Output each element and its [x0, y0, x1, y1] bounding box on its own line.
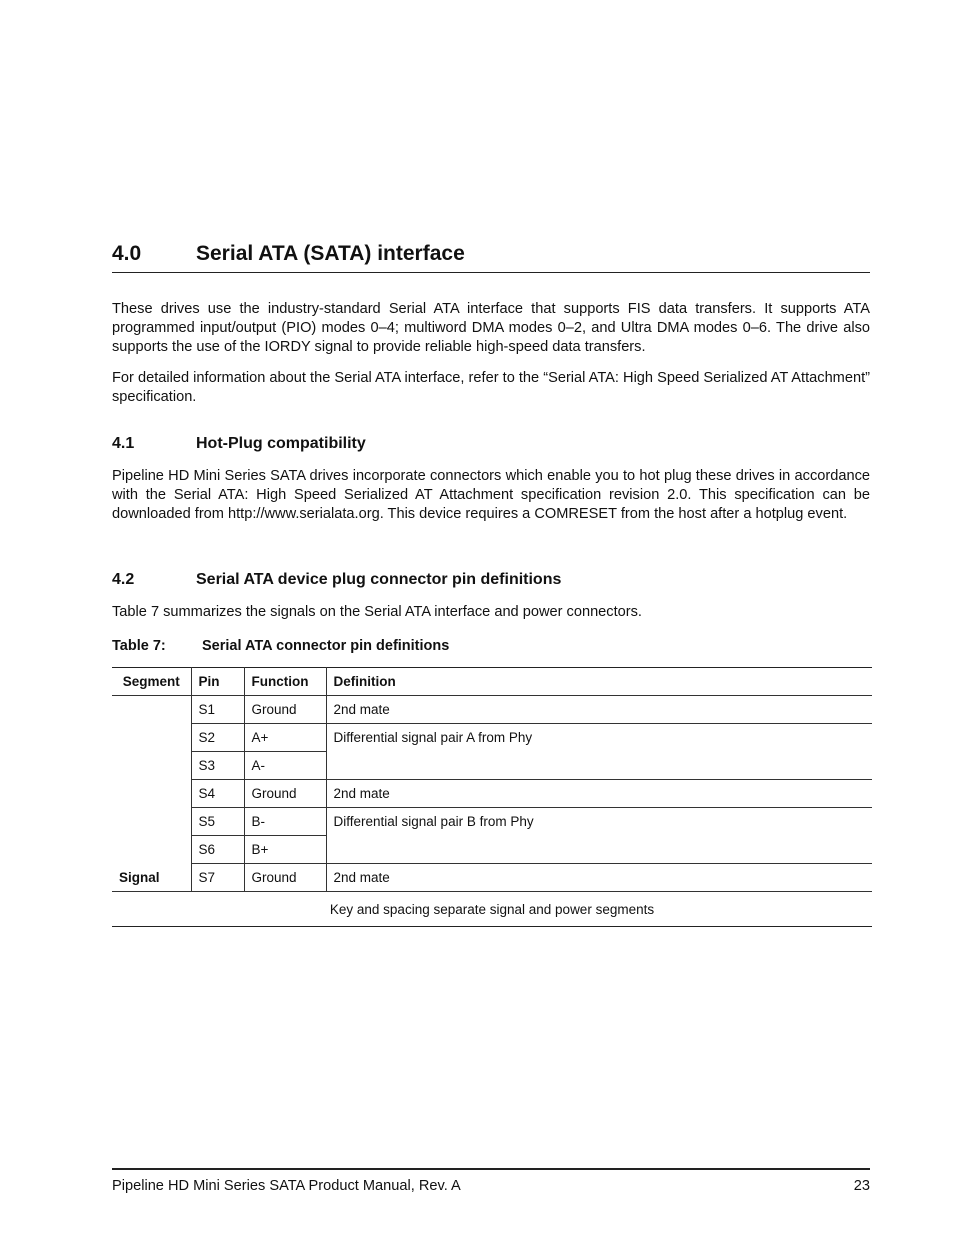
header-pin: Pin: [191, 668, 244, 696]
table-caption-title: Serial ATA connector pin definitions: [202, 638, 450, 654]
pin-cell: S1: [191, 696, 244, 724]
function-cell: Ground: [244, 696, 326, 724]
pin-definitions-table: [112, 667, 872, 927]
function-cell: B-: [244, 808, 326, 836]
pin-cell: S4: [191, 780, 244, 808]
section-heading: [112, 240, 870, 273]
header-definition: Definition: [326, 668, 872, 696]
function-cell: Ground: [244, 864, 326, 892]
subsection-number: 4.2: [112, 571, 135, 588]
function-cell: Ground: [244, 780, 326, 808]
intro-paragraph-1: These drives use the industry-standard Serial ATA interface that supports FIS data transfers. It supports ATA programmed input/output (PIO) modes 0–4; multiword DMA modes 0–2, and Ultra DMA modes 0–6. The drive also supports the use of the IORDY signal to provide reliable high-speed data transfers.: [112, 301, 870, 355]
table-row: [112, 780, 872, 808]
header-segment: Segment: [112, 668, 191, 696]
subsection-title: Hot-Plug compatibility: [196, 435, 366, 452]
table-row: [112, 696, 872, 724]
subsection-number: 4.1: [112, 435, 135, 452]
table-note: Key and spacing separate signal and power segments: [112, 892, 872, 927]
page-number: 23: [853, 1178, 870, 1194]
function-cell: B+: [244, 836, 326, 864]
pin-cell: S7: [191, 864, 244, 892]
intro-paragraph-2: For detailed information about the Serial ATA interface, refer to the “Serial ATA: High Speed Serialized AT Attachment” specification.: [112, 370, 870, 405]
subsection-title: Serial ATA device plug connector pin definitions: [196, 571, 562, 588]
pin-definitions-paragraph: Table 7 summarizes the signals on the Serial ATA interface and power connectors.: [112, 604, 642, 620]
pin-cell: S5: [191, 808, 244, 836]
section-title: Serial ATA (SATA) interface: [196, 242, 465, 265]
pin-cell: S2: [191, 724, 244, 752]
segment-cell: Signal: [112, 696, 191, 892]
hotplug-paragraph: Pipeline HD Mini Series SATA drives incorporate connectors which enable you to hot plug these drives in accordance with the Serial ATA: High Speed Serialized AT Attachment specification revision 2.0. This specification can be downloaded from http://www.serialata.org. This device requires a COMRESET from the host after a hotplug event.: [112, 468, 870, 522]
table-caption-number: Table 7:: [112, 638, 166, 654]
header-function: Function: [244, 668, 326, 696]
definition-cell: 2nd mate: [326, 864, 872, 892]
table-row: [112, 808, 872, 836]
table-note-row: [112, 892, 872, 927]
function-cell: A+: [244, 724, 326, 752]
table-header-row: [112, 668, 872, 696]
definition-cell: 2nd mate: [326, 696, 872, 724]
page-footer: [112, 1168, 870, 1194]
definition-cell: Differential signal pair A from Phy: [326, 724, 872, 780]
section-number: 4.0: [112, 242, 142, 265]
footer-title: Pipeline HD Mini Series SATA Product Manual, Rev. A: [112, 1178, 461, 1194]
pin-cell: S6: [191, 836, 244, 864]
table-row: [112, 724, 872, 752]
pin-cell: S3: [191, 752, 244, 780]
definition-cell: 2nd mate: [326, 780, 872, 808]
function-cell: A-: [244, 752, 326, 780]
table-row: [112, 864, 872, 892]
definition-cell: Differential signal pair B from Phy: [326, 808, 872, 864]
